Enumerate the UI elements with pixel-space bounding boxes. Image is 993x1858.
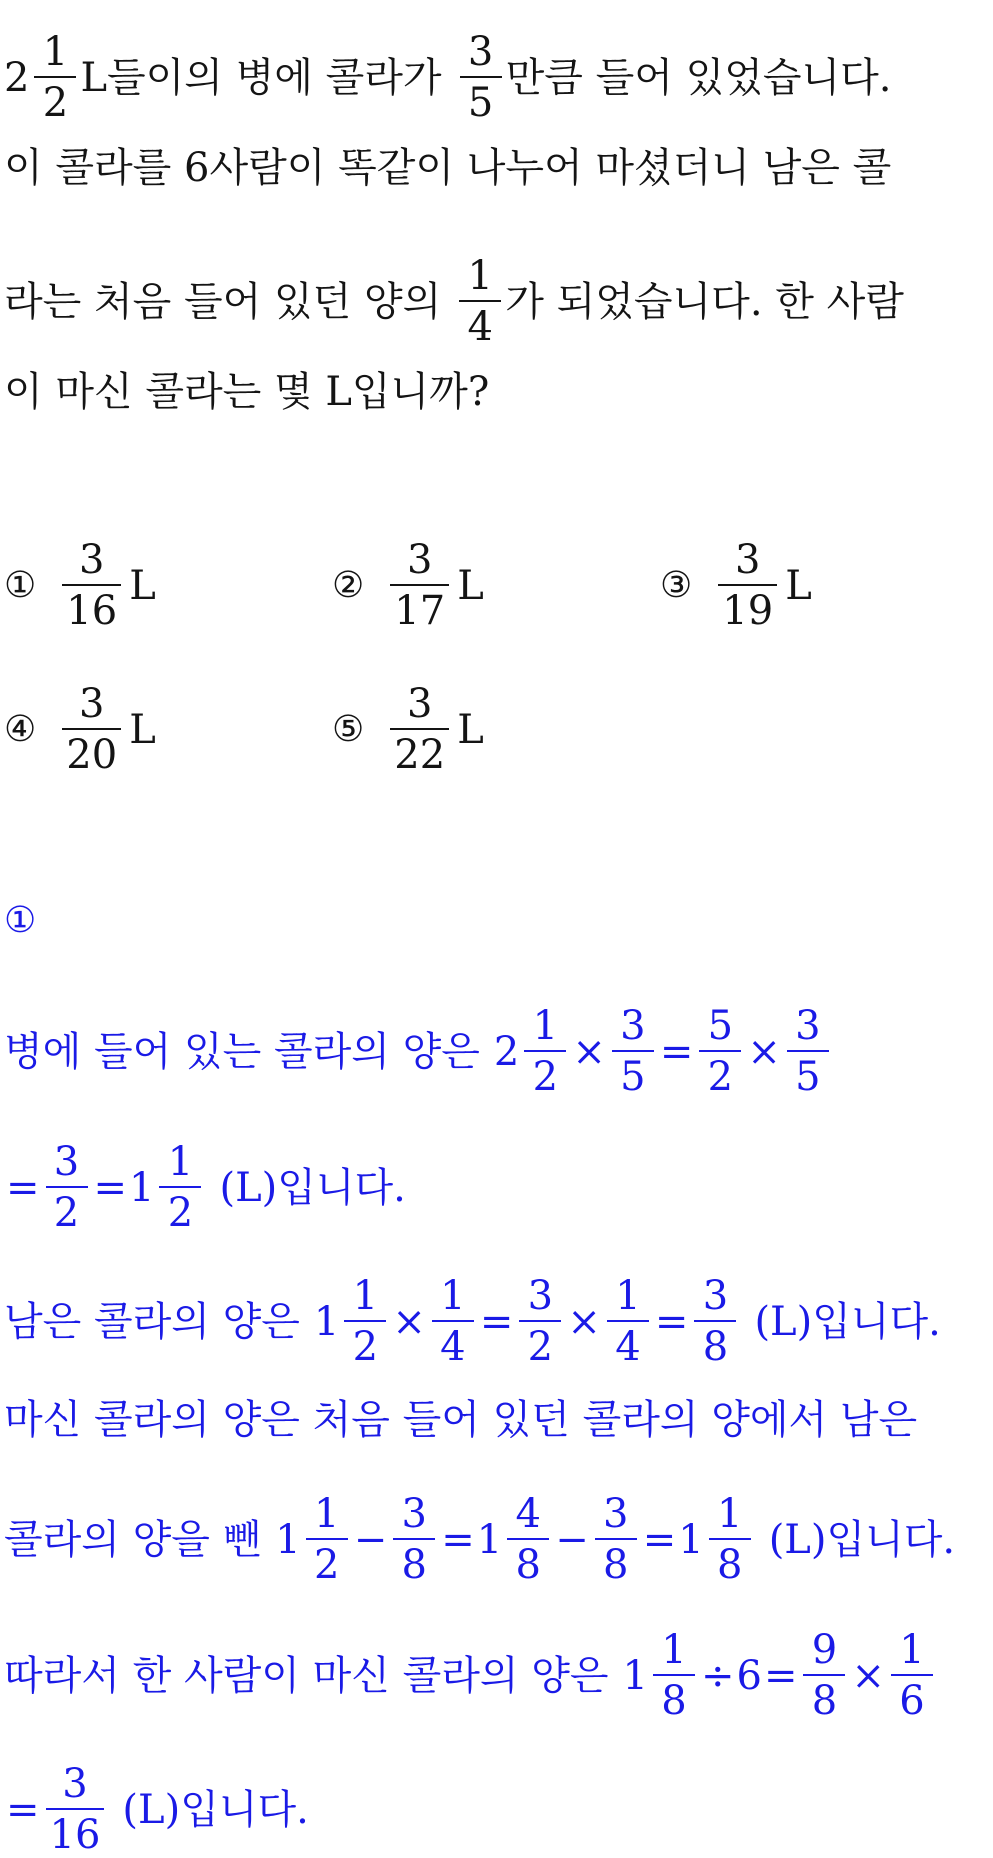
fraction: $\frac{3}{5}$ (612, 1006, 654, 1097)
fraction: $\frac{1}{8}$ (653, 1630, 695, 1721)
operator: × (572, 1028, 606, 1075)
fraction: $\frac{1}{6}$ (891, 1630, 933, 1721)
operator: = (93, 1164, 128, 1211)
solution-line-6 (4, 1627, 937, 1724)
solution-text: 병에 들어 있는 콜라의 양은 (4, 1028, 480, 1075)
solution-text: (L)입니다. (219, 1164, 406, 1211)
fraction: $\frac{9}{8}$ (803, 1630, 845, 1721)
fraction: $\frac{1}{8}$ (709, 1494, 751, 1585)
solution-text: (L)입니다. (122, 1786, 309, 1833)
unit-label: L (129, 562, 156, 609)
operator: = (6, 1786, 40, 1833)
mixed-number: 2 $\frac{1}{2}$ (4, 32, 80, 123)
choice-marker: ① (4, 565, 37, 606)
choice-marker: ③ (660, 565, 693, 606)
operator: × (392, 1298, 426, 1345)
question-line-1 (4, 29, 892, 126)
fraction: $\frac{5}{2}$ (699, 1006, 741, 1097)
operator: = (654, 1298, 689, 1345)
solution-line-1 (4, 1003, 833, 1100)
number: 6 (736, 1652, 762, 1699)
solution-line-5 (4, 1491, 956, 1588)
question-text: L들이의 병에 콜라가 (80, 54, 442, 101)
fraction: $\frac{3}{8}$ (393, 1494, 435, 1585)
fraction: $\frac{3}{2}$ (519, 1276, 561, 1367)
solution-text: (L)입니다. (768, 1516, 956, 1563)
choice-marker: ④ (4, 709, 37, 750)
fraction: $\frac{3}{17}$ (390, 540, 449, 631)
choice-marker: ② (332, 565, 365, 606)
question-text: 이 콜라를 6사람이 똑같이 나누어 마셨더니 남은 콜 (4, 145, 892, 191)
operator: = (479, 1298, 514, 1345)
fraction: $\frac{1}{2}$ (159, 1142, 201, 1233)
solution-text: 남은 콜라의 양은 (4, 1298, 300, 1345)
fraction: $\frac{3}{16}$ (46, 1764, 105, 1855)
fraction: $\frac{3}{8}$ (694, 1276, 736, 1367)
fraction: $\frac{3}{19}$ (718, 540, 777, 631)
mixed-number: 1 $\frac{1}{2}$ (314, 1276, 390, 1367)
choice-2[interactable] (332, 537, 484, 634)
choice-marker: ⑤ (332, 709, 365, 750)
operator: = (642, 1516, 677, 1563)
operator: = (763, 1652, 798, 1699)
solution-text: (L)입니다. (754, 1298, 941, 1345)
operator: − (555, 1516, 589, 1563)
choice-1[interactable] (4, 537, 156, 634)
question-line-4 (4, 368, 489, 416)
fraction: $\frac{1}{2}$ (34, 32, 76, 123)
operator: − (353, 1516, 388, 1563)
operator: × (567, 1298, 601, 1345)
question-text: 이 마신 콜라는 몇 L입니까? (4, 369, 490, 415)
operator: = (441, 1516, 475, 1563)
solution-line-4 (4, 1396, 917, 1444)
fraction: $\frac{3}{16}$ (62, 540, 121, 631)
fraction: $\frac{1}{2}$ (344, 1276, 386, 1367)
fraction: $\frac{1}{4}$ (607, 1276, 649, 1367)
operator: = (659, 1028, 694, 1075)
unit-label: L (457, 562, 484, 609)
question-line-3 (4, 253, 904, 350)
fraction: $\frac{1}{4}$ (459, 256, 501, 347)
question-text: 가 되었습니다. 한 사람 (505, 278, 904, 325)
solution-line-7 (4, 1761, 309, 1858)
fraction: $\frac{4}{8}$ (507, 1494, 549, 1585)
unit-label: L (129, 706, 156, 753)
choice-5[interactable] (332, 681, 484, 778)
question-line-2 (4, 144, 891, 192)
mixed-number: 1 $\frac{1}{8}$ (678, 1494, 754, 1585)
mixed-number: 1 $\frac{1}{2}$ (129, 1142, 205, 1233)
question-text: 만큼 들어 있었습니다. (505, 54, 892, 101)
fraction: $\frac{1}{2}$ (306, 1494, 348, 1585)
question-text: 라는 처음 들어 있던 양의 (4, 278, 442, 325)
operator: × (747, 1028, 781, 1075)
operator: × (851, 1652, 885, 1699)
fraction: $\frac{3}{5}$ (460, 32, 502, 123)
choice-3[interactable] (660, 537, 812, 634)
mixed-number: 2 $\frac{1}{2}$ (494, 1006, 570, 1097)
operator: ÷ (701, 1652, 735, 1699)
fraction: $\frac{3}{8}$ (595, 1494, 637, 1585)
mixed-number: 1 $\frac{1}{2}$ (275, 1494, 351, 1585)
solution-text: 따라서 한 사람이 마신 콜라의 양은 (4, 1652, 609, 1699)
fraction: $\frac{1}{4}$ (432, 1276, 474, 1367)
unit-label: L (457, 706, 484, 753)
fraction: $\frac{3}{22}$ (390, 684, 449, 775)
solution-line-3 (4, 1273, 941, 1370)
answer-marker: ① (4, 900, 37, 941)
solution-text: 마신 콜라의 양은 처음 들어 있던 콜라의 양에서 남은 (4, 1397, 918, 1443)
fraction: $\frac{1}{2}$ (524, 1006, 566, 1097)
solution-line-2 (4, 1139, 406, 1236)
operator: = (6, 1164, 40, 1211)
fraction: $\frac{3}{2}$ (46, 1142, 88, 1233)
solution-text: 콜라의 양을 뺀 (4, 1516, 262, 1563)
mixed-number: 1 $\frac{1}{8}$ (623, 1630, 699, 1721)
choice-4[interactable] (4, 681, 156, 778)
fraction: $\frac{3}{20}$ (62, 684, 121, 775)
unit-label: L (785, 562, 812, 609)
mixed-number: 1 $\frac{4}{8}$ (477, 1494, 553, 1585)
fraction: $\frac{3}{5}$ (787, 1006, 829, 1097)
